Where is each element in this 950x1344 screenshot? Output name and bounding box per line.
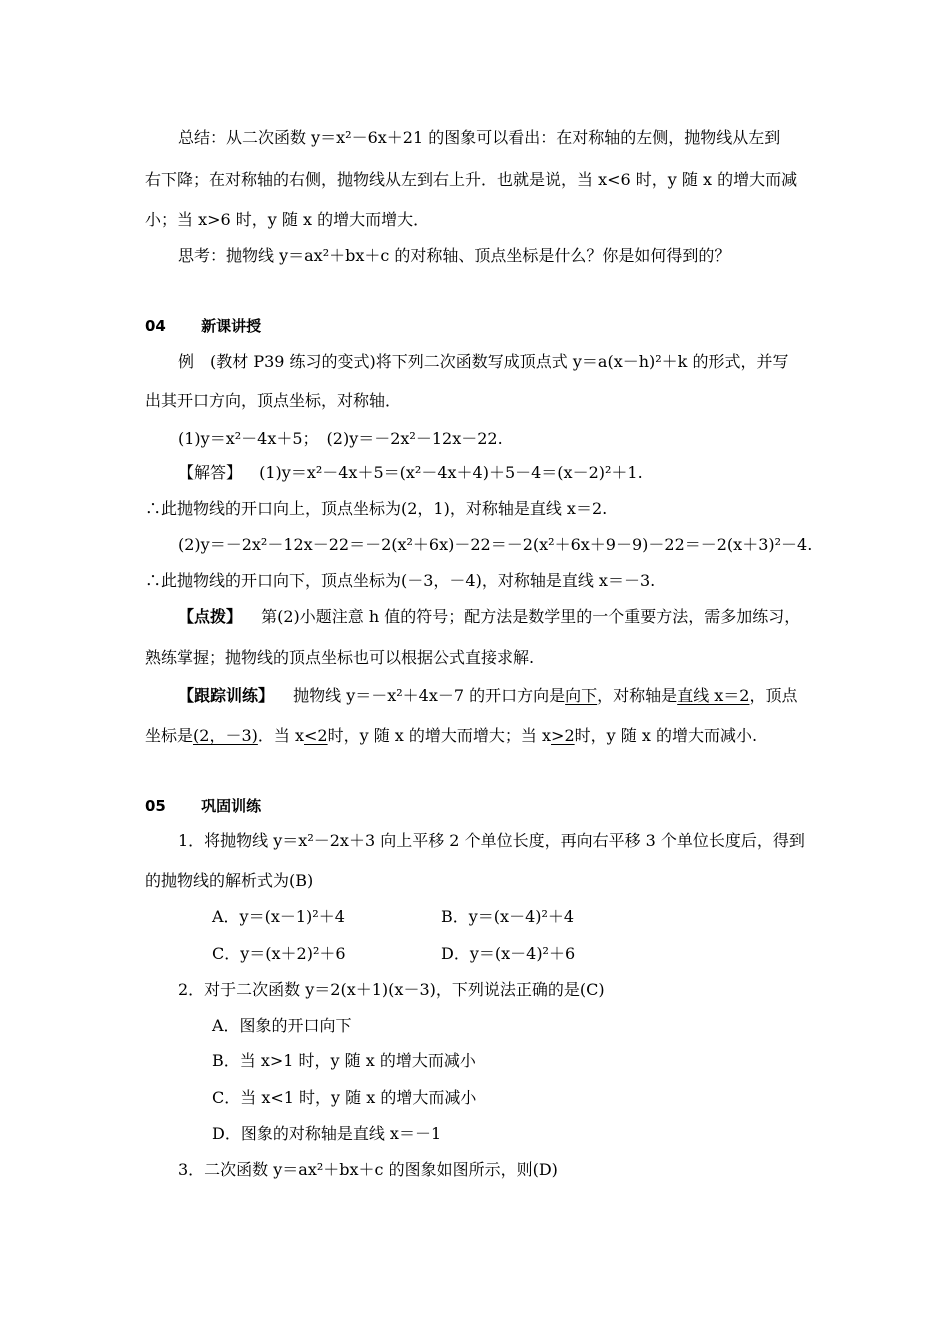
tip-line-1 — [178, 606, 800, 628]
tracking-line-2 — [145, 725, 757, 747]
tracking-text-g: 时，y 随 x 的增大而减小. — [574, 726, 758, 745]
answer-2: (2)y＝－2x²－12x－22＝－2(x²＋6x)－22＝－2(x²＋6x＋9－9)－22＝－2(x＋3)²－4. — [178, 535, 813, 554]
section-05-title: 巩固训练 — [201, 797, 262, 815]
section-04-number: 04 — [145, 317, 166, 335]
answer-label: 【解答】 — [178, 463, 243, 482]
q2-option-b: B．当 x>1 时，y 随 x 的增大而减小 — [212, 1051, 476, 1070]
q1-stem-line-1: 1．将抛物线 y＝x²－2x＋3 向上平移 2 个单位长度，再向右平移 3 个单位长度后，得到 — [178, 831, 805, 850]
tip-line-2: 熟练掌握；抛物线的顶点坐标也可以根据公式直接求解. — [145, 648, 535, 667]
conclusion-2: ∴此抛物线的开口向下，顶点坐标为(－3，－4)，对称轴是直线 x＝－3. — [145, 571, 656, 590]
tracking-text-e: ．当 x — [257, 726, 304, 745]
tracking-label: 【跟踪训练】 — [178, 686, 275, 705]
tracking-answer-lt: <2 — [304, 726, 328, 745]
example-line-1: 例 (教材 P39 练习的变式)将下列二次函数写成顶点式 y＝a(x－h)²＋k 的形式，并写 — [178, 352, 789, 371]
example-line-2: 出其开口方向，顶点坐标，对称轴． — [145, 391, 402, 410]
q1-option-c: C．y＝(x＋2)²＋6 — [212, 944, 346, 963]
think-question: 思考：抛物线 y＝ax²＋bx＋c 的对称轴、顶点坐标是什么？你是如何得到的？ — [178, 246, 731, 265]
tracking-text-a: 抛物线 y＝－x²＋4x－7 的开口方向是 — [293, 686, 566, 705]
section-04-title: 新课讲授 — [201, 317, 262, 335]
tracking-answer-vertex: (2，－3) — [193, 726, 258, 745]
tracking-answer-axis: 直线 x＝2 — [677, 686, 750, 705]
tracking-text-b: ，对称轴是 — [597, 686, 678, 705]
answer-1: (1)y＝x²－4x＋5＝(x²－4x＋4)＋5－4＝(x－2)²＋1. — [259, 463, 643, 482]
tip-text-1: 第(2)小题注意 h 值的符号；配方法是数学里的一个重要方法，需多加练习， — [261, 607, 801, 626]
answer-line-1 — [178, 462, 643, 484]
q1-stem-line-2: 的抛物线的解析式为(B) — [145, 871, 314, 890]
conclusion-1: ∴此抛物线的开口向上，顶点坐标为(2，1)，对称轴是直线 x＝2. — [145, 499, 608, 518]
section-04-heading — [145, 315, 261, 337]
summary-line-2: 右下降；在对称轴的右侧，抛物线从左到右上升．也就是说，当 x<6 时，y 随 x 的增大而减 — [145, 170, 798, 189]
tracking-answer-direction: 向下 — [565, 686, 598, 705]
q2-option-a: A．图象的开口向下 — [212, 1016, 352, 1035]
tracking-text-d: 坐标是 — [145, 726, 194, 745]
q2-stem: 2．对于二次函数 y＝2(x＋1)(x－3)，下列说法正确的是(C) — [178, 980, 605, 999]
tracking-line-1 — [178, 685, 798, 707]
q1-option-a: A．y＝(x－1)²＋4 — [212, 907, 345, 926]
section-05-heading — [145, 795, 261, 817]
summary-line-3: 小；当 x>6 时，y 随 x 的增大而增大． — [145, 210, 430, 229]
example-items: (1)y＝x²－4x＋5； (2)y＝－2x²－12x－22. — [178, 429, 503, 448]
section-05-number: 05 — [145, 797, 166, 815]
q2-option-d: D．图象的对称轴是直线 x＝－1 — [212, 1124, 442, 1143]
tracking-text-c: ，顶点 — [749, 686, 798, 705]
q1-option-b: B．y＝(x－4)²＋4 — [441, 907, 575, 926]
tracking-text-f: 时，y 随 x 的增大而增大；当 x — [327, 726, 552, 745]
q3-stem: 3．二次函数 y＝ax²＋bx＋c 的图象如图所示，则(D) — [178, 1160, 558, 1179]
summary-line-1: 总结：从二次函数 y＝x²－6x＋21 的图象可以看出：在对称轴的左侧，抛物线从左到 — [178, 128, 781, 147]
q1-option-d: D．y＝(x－4)²＋6 — [441, 944, 576, 963]
tracking-answer-gt: >2 — [551, 726, 575, 745]
q2-option-c: C．当 x<1 时，y 随 x 的增大而减小 — [212, 1088, 477, 1107]
tip-label: 【点拨】 — [178, 607, 243, 626]
